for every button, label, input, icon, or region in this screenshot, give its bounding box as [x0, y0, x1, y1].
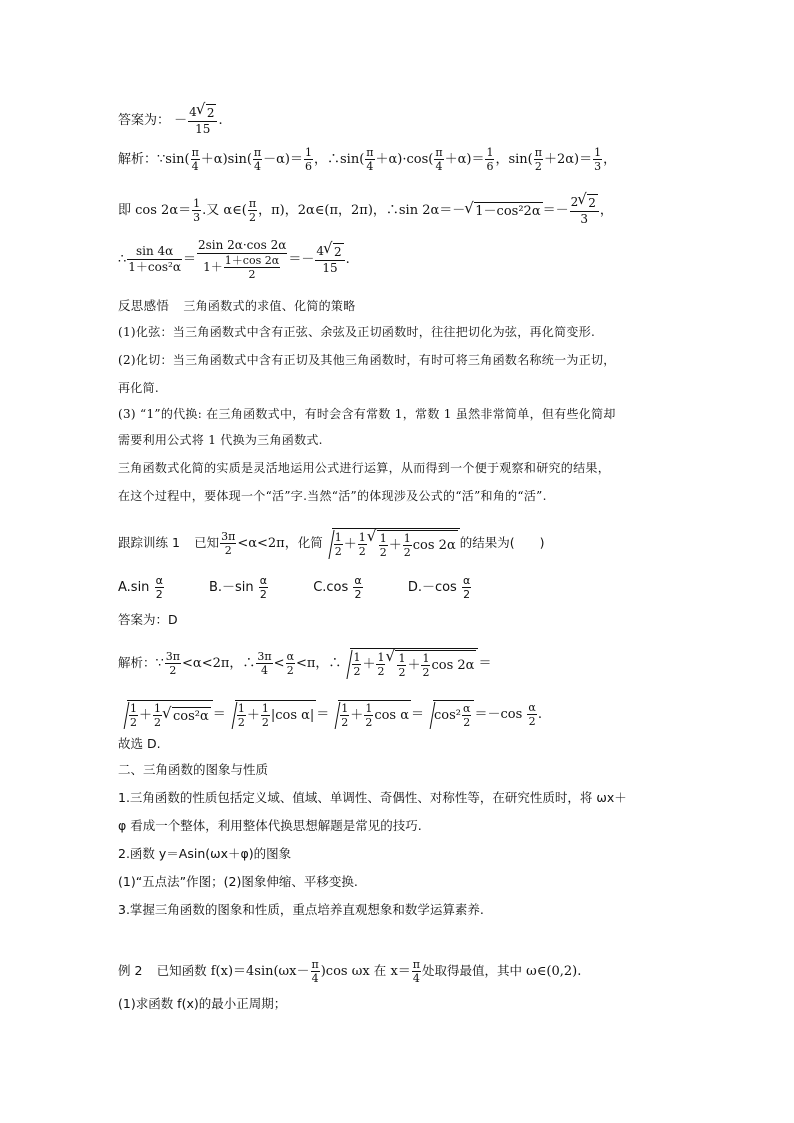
answer-label: 答案为： — [118, 113, 171, 128]
analysis-line-2: 即 cos 2α＝ $\frac{1}{3}$ .又 α∈( $\frac{\pi}{2}$ ，π)，2α∈(π，2π)，∴sin 2α＝－√ 1－cos²2α ＝－ $\frac{2√ 2}{3}$ ， — [118, 194, 613, 227]
document-page — [118, 0, 678, 1123]
section2-p2: 2.函数 y＝Asin(ωx＋φ)的图象 — [118, 846, 292, 861]
reflection-p3a: (3) “1”的代换: 在三角函数式中，有时会含有常数 1，常数 1 虽然非常简单，但有些化简却 — [118, 407, 616, 421]
section2-p1b: φ 看成一个整体，利用整体代换思想解题是常见的技巧. — [118, 818, 422, 833]
answer-line-1 — [118, 104, 223, 137]
reflection-p4b: 在这个过程中，要体现一个“活”字.当然“活”的体现涉及公式的“活”和角的“活”. — [118, 489, 547, 503]
reflection-heading — [118, 298, 356, 314]
exercise1-answer-value: D — [168, 612, 178, 627]
exercise1-options — [118, 574, 472, 601]
analysis-line-3: ∴ $\frac{\sin 4\alpha}{\text{1＋cos²α}}$ ＝ 2sin 2α·cos 2α 1＋ $\frac{1+\cos 2\alpha}{2}$ ＝－ $\frac{4√ 2}{15}$ . — [118, 238, 350, 281]
exercise1-answer-label: 答案为： — [118, 612, 169, 627]
option-c[interactable]: C.cos $\frac{\alpha}{2}$ — [313, 574, 362, 601]
analysis-label: 解析： — [118, 152, 158, 167]
option-a[interactable]: A.sin $\frac{\alpha}{2}$ — [118, 574, 163, 601]
reflection-p4a: 三角函数式化简的实质是灵活地运用公式进行运算，从而得到一个便于观察和研究的结果， — [118, 461, 611, 475]
example2-label: 例 2 — [118, 963, 143, 978]
exercise1-analysis-1: 解析：∵ $\frac{3\pi}{2}$ <α<2π，∴ $\frac{3\pi}{4}$ < $\frac{\alpha}{2}$ <π，∴ $\frac{1}{2}$ ＋ $\frac{1}{2}$ √ $\frac{1}{2}$ ＋ $\frac{1}{2}$ cos 2α ＝ — [118, 648, 491, 679]
exercise1-conclusion: 故选 D. — [118, 736, 161, 751]
reflection-title: 反思感悟 — [118, 298, 170, 313]
exercise1-stem: 跟踪训练 1 已知 $\frac{3\pi}{2}$ <α<2π，化简 $\frac{1}{2}$ ＋ $\frac{1}{2}$ √ $\frac{1}{2}$ ＋ $\frac{1}{2}$ cos 2α 的结果为( ) — [118, 528, 545, 559]
reflection-p2a: (2)化切：当三角函数式中含有正切及其他三角函数时，有时可将三角函数名称统一为正切， — [118, 353, 616, 367]
reflection-p2b: 再化简. — [118, 381, 160, 395]
exercise1-label: 跟踪训练 1 — [118, 535, 180, 550]
section2-p4: 3.掌握三角函数的图象和性质，重点培养直观想象和数学运算素养. — [118, 902, 484, 917]
reflection-p1: (1)化弦：当三角函数式中含有正弦、余弦及正切函数时，往往把切化为弦，再化简变形. — [118, 325, 596, 339]
example2-q1: (1)求函数 f(x)的最小正周期； — [118, 996, 287, 1011]
exercise1-analysis-label: 解析： — [118, 655, 156, 670]
example2-stem: 例 2 已知函数 f(x)＝4sin(ωx－ $\frac{\pi}{4}$ )cos ωx 在 x＝ $\frac{\pi}{4}$ 处取得最值，其中 ω∈(0,2). — [118, 958, 582, 985]
exercise1-analysis-2: $\frac{1}{2}$ ＋ $\frac{1}{2}$ √ cos²α ＝ $\frac{1}{2}$ ＋ $\frac{1}{2}$ |cos α| ＝ $\frac{1}{2}$ ＋ $\frac{1}{2}$ cos α ＝ cos² $\frac{\alpha}{2}$ ＝－cos $\frac{\alpha}{2}$ . — [118, 700, 542, 729]
option-b[interactable]: B.－sin $\frac{\alpha}{2}$ — [208, 574, 268, 601]
option-d[interactable]: D.－cos $\frac{\alpha}{2}$ — [407, 574, 471, 601]
reflection-p3b: 需要利用公式将 1 代换为三角函数式. — [118, 433, 323, 447]
section2-heading: 二、三角函数的图象与性质 — [118, 762, 269, 777]
section2-p3: (1)“五点法”作图；(2)图象伸缩、平移变换. — [118, 874, 358, 889]
answer-value: － $\frac{4√ 2}{15}$ . — [174, 113, 222, 128]
exercise1-answer — [118, 612, 178, 628]
reflection-subtitle: 三角函数式的求值、化简的策略 — [183, 299, 356, 313]
analysis-line-1: 解析：∵sin( $\frac{\pi}{4}$ ＋α)sin( $\frac{\pi}{4}$ －α)＝ $\frac{1}{6}$ ，∴sin( $\frac{\pi}{4}$ ＋α)·cos( $\frac{\pi}{4}$ ＋α)＝ $\frac{1}{6}$ ，sin( $\frac{\pi}{2}$ ＋2α)＝ $\frac{1}{3}$ ， — [118, 146, 617, 173]
section2-p1a: 1.三角函数的性质包括定义域、值域、单调性、奇偶性、对称性等，在研究性质时，将 ωx＋ — [118, 790, 627, 805]
